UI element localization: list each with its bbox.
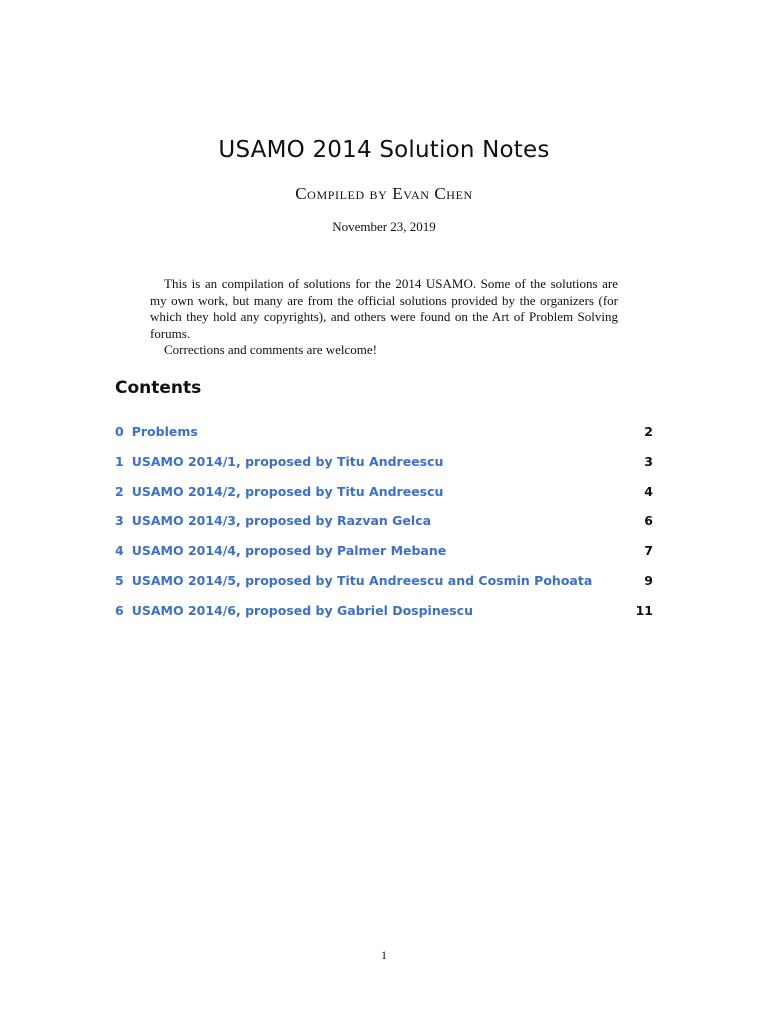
toc-entry-title: USAMO 2014/6, proposed by Gabriel Dospinescu: [131, 602, 473, 618]
toc-entry-problem-1[interactable]: [115, 454, 653, 484]
toc-entry-number: 4: [115, 543, 124, 559]
abstract-paragraph: This is an compilation of solutions for the 2014 USAMO. Some of the solutions are my own work, but many are from the official solutions provided by the organizers (for which they hold any copyrights), and others were found on the Art of Problem Solving forums.: [150, 276, 618, 341]
toc-entry-link[interactable]: [115, 484, 443, 499]
toc-entry-problem-3[interactable]: [115, 513, 653, 543]
toc-entry-number: 1: [115, 453, 124, 469]
toc-entry-problem-5[interactable]: [115, 573, 653, 603]
toc-entry-title: USAMO 2014/5, proposed by Titu Andreescu and Cosmin Pohoata: [131, 572, 593, 588]
document-author: Compiled by Evan Chen: [295, 184, 473, 203]
toc-entry-link[interactable]: [115, 543, 446, 558]
toc-entry-link[interactable]: [115, 424, 198, 439]
toc-entry-title: Problems: [131, 424, 198, 439]
page-number: 1: [381, 948, 387, 962]
toc-entry-page: 11: [635, 602, 653, 618]
toc-entry-page: 2: [644, 424, 653, 439]
toc-entry-page: 4: [644, 483, 653, 499]
toc-entry-number: 3: [115, 513, 124, 529]
toc-entry-number: 2: [115, 483, 124, 499]
toc-entry-link[interactable]: [115, 603, 473, 618]
toc-entry-page: 7: [644, 543, 653, 559]
document-date: November 23, 2019: [332, 219, 436, 234]
toc-entry-number: 5: [115, 572, 124, 588]
abstract: [150, 276, 618, 359]
toc-entry-link[interactable]: [115, 513, 431, 528]
abstract-paragraph: Corrections and comments are welcome!: [164, 342, 377, 357]
toc-entry-problems[interactable]: [115, 424, 653, 454]
toc-entry-title: USAMO 2014/1, proposed by Titu Andreescu: [131, 453, 444, 469]
document-title: USAMO 2014 Solution Notes: [218, 137, 550, 163]
contents-heading: Contents: [115, 378, 202, 398]
table-of-contents: [115, 424, 653, 633]
toc-entry-link[interactable]: [115, 573, 592, 588]
toc-entry-title: USAMO 2014/3, proposed by Razvan Gelca: [131, 513, 432, 529]
toc-entry-page: 9: [644, 572, 653, 588]
toc-entry-link[interactable]: [115, 454, 443, 469]
toc-entry-problem-6[interactable]: [115, 603, 653, 633]
toc-entry-title: USAMO 2014/2, proposed by Titu Andreescu: [131, 483, 444, 499]
toc-entry-problem-2[interactable]: [115, 484, 653, 514]
toc-entry-page: 3: [644, 453, 653, 469]
toc-entry-title: USAMO 2014/4, proposed by Palmer Mebane: [131, 543, 447, 559]
toc-entry-problem-4[interactable]: [115, 543, 653, 573]
toc-entry-number: 0: [115, 424, 124, 439]
toc-entry-number: 6: [115, 602, 124, 618]
toc-entry-page: 6: [644, 513, 653, 529]
